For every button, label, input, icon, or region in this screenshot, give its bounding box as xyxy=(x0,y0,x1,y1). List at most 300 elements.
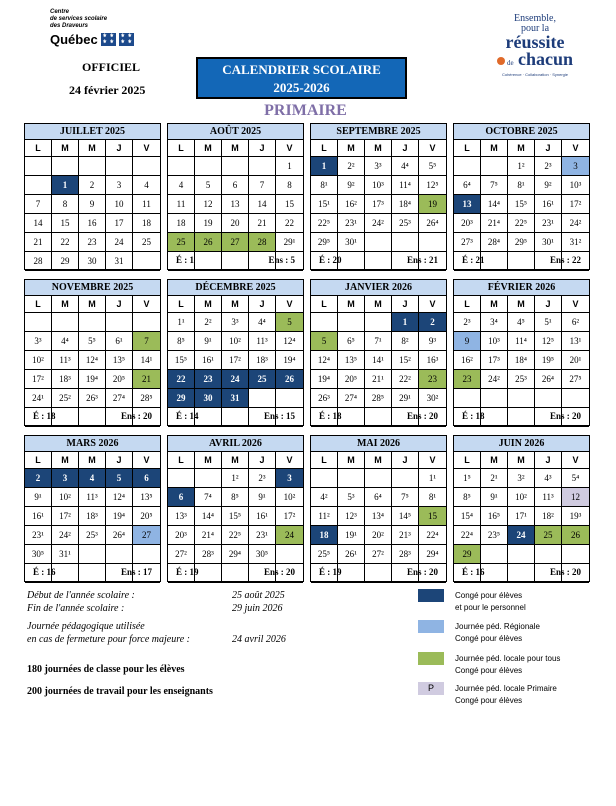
day-cell: 10² xyxy=(25,351,52,370)
day-cell: 21⁴ xyxy=(195,526,222,545)
day-cell: 4⁴ xyxy=(392,157,419,176)
day-cell: 20² xyxy=(365,526,392,545)
day-cell: 10² xyxy=(52,488,79,507)
day-cell: 21³ xyxy=(392,526,419,545)
day-cell: 10² xyxy=(508,488,535,507)
day-cell: 17 xyxy=(106,214,133,233)
weekday-header: J xyxy=(535,452,562,469)
day-cell: 15⁴ xyxy=(454,507,481,526)
weekday-header: M xyxy=(365,140,392,157)
day-cell: 12⁵ xyxy=(419,176,446,195)
month-calendar xyxy=(453,279,590,426)
day-cell: 7 xyxy=(25,195,52,214)
day-cell: 1 xyxy=(311,157,338,176)
month-totals xyxy=(454,563,589,581)
day-cell: 15 xyxy=(419,507,446,526)
day-cell: 19¹ xyxy=(338,526,365,545)
legend-swatch: P xyxy=(418,682,444,695)
day-cell xyxy=(168,469,195,488)
day-cell: 10 xyxy=(106,195,133,214)
day-cell xyxy=(392,233,419,252)
fleur-de-lys-icon: ⚜ ⚜ ⚜ ⚜ xyxy=(120,33,132,45)
day-cell: 22 xyxy=(168,370,195,389)
day-cell xyxy=(25,176,52,195)
day-cell xyxy=(454,157,481,176)
day-cell: 26⁴ xyxy=(419,214,446,233)
day-cell: 30 xyxy=(79,252,106,271)
teacher-days: Ens : 20 xyxy=(549,567,581,577)
weekday-header: M xyxy=(79,140,106,157)
day-cell: 24 xyxy=(106,233,133,252)
weekday-header: V xyxy=(562,452,589,469)
day-cell: 26⁴ xyxy=(106,526,133,545)
month-title: JUILLET 2025 xyxy=(25,124,160,140)
day-cell: 6² xyxy=(562,313,589,332)
day-cell xyxy=(106,313,133,332)
day-cell xyxy=(25,157,52,176)
day-cell: 20⁵ xyxy=(338,370,365,389)
day-cell: 19 xyxy=(195,214,222,233)
weekday-header: M xyxy=(481,452,508,469)
day-cell: 26¹ xyxy=(338,545,365,564)
day-cell xyxy=(79,313,106,332)
day-cell: 25³ xyxy=(508,370,535,389)
day-cell xyxy=(222,157,249,176)
legend-label: Journée péd. locale Primaire xyxy=(455,684,557,693)
day-cell: 23 xyxy=(419,370,446,389)
day-cell: 13⁴ xyxy=(365,507,392,526)
end-date-label: Fin de l'année scolaire : xyxy=(27,603,125,614)
student-days: É : 1 xyxy=(176,255,194,265)
day-cell: 2³ xyxy=(454,313,481,332)
weekday-header: M xyxy=(79,452,106,469)
weekday-header: V xyxy=(133,452,160,469)
month-calendar xyxy=(24,435,161,582)
weekday-header: L xyxy=(25,140,52,157)
day-cell: 25 xyxy=(249,370,276,389)
weekday-header: V xyxy=(133,140,160,157)
student-days: É : 14 xyxy=(176,411,199,421)
day-cell xyxy=(481,545,508,564)
day-cell: 9³ xyxy=(419,332,446,351)
day-cell: 15⁵ xyxy=(222,507,249,526)
weekday-header: L xyxy=(168,140,195,157)
teacher-days: Ens : 20 xyxy=(549,411,581,421)
brand-word: chacun xyxy=(518,49,574,69)
day-cell: 5 xyxy=(311,332,338,351)
weekday-header: M xyxy=(79,296,106,313)
day-cell: 18 xyxy=(168,214,195,233)
day-cell: 8⁵ xyxy=(454,488,481,507)
day-cell: 20⁵ xyxy=(106,370,133,389)
day-cell: 8¹ xyxy=(311,176,338,195)
day-cell: 11³ xyxy=(79,488,106,507)
day-cell: 17² xyxy=(562,195,589,214)
day-cell: 3³ xyxy=(222,313,249,332)
teacher-days: Ens : 21 xyxy=(406,255,438,265)
day-cell: 9¹ xyxy=(195,332,222,351)
month-title: FÉVRIER 2026 xyxy=(454,280,589,296)
month-totals xyxy=(25,251,160,269)
day-cell: 14¹ xyxy=(133,351,160,370)
weekday-header: L xyxy=(25,296,52,313)
teacher-days: Ens : 15 xyxy=(263,411,295,421)
day-cell: 15⁵ xyxy=(168,351,195,370)
day-cell xyxy=(276,389,303,408)
day-cell: 21⁴ xyxy=(481,214,508,233)
day-cell: 18 xyxy=(133,214,160,233)
day-cell: 27² xyxy=(365,545,392,564)
month-calendar xyxy=(24,279,161,426)
day-cell: 22 xyxy=(52,233,79,252)
weekday-header: J xyxy=(249,296,276,313)
day-cell: 9² xyxy=(535,176,562,195)
student-days: É : 19 xyxy=(319,567,342,577)
day-cell xyxy=(311,313,338,332)
day-cell: 4 xyxy=(79,469,106,488)
weekday-header: V xyxy=(419,140,446,157)
day-cell: 28⁵ xyxy=(365,389,392,408)
weekday-header: L xyxy=(311,140,338,157)
weekday-header: L xyxy=(454,452,481,469)
day-cell: 14¹ xyxy=(365,351,392,370)
day-cell: 25³ xyxy=(79,526,106,545)
day-cell: 18³ xyxy=(249,351,276,370)
month-title: AOÛT 2025 xyxy=(168,124,303,140)
weekday-header: M xyxy=(52,296,79,313)
day-cell: 15 xyxy=(276,195,303,214)
day-cell: 8² xyxy=(392,332,419,351)
day-cell: 22⁵ xyxy=(508,214,535,233)
weekday-header: V xyxy=(133,296,160,313)
day-cell: 6¹ xyxy=(106,332,133,351)
day-cell: 6⁴ xyxy=(365,488,392,507)
day-cell: 6 xyxy=(133,469,160,488)
day-cell: 27 xyxy=(133,526,160,545)
weekday-header: J xyxy=(106,296,133,313)
day-cell: 18³ xyxy=(52,370,79,389)
day-cell: 14⁴ xyxy=(195,507,222,526)
day-cell: 22⁵ xyxy=(311,214,338,233)
day-cell: 23¹ xyxy=(249,526,276,545)
month-calendar xyxy=(310,435,447,582)
day-cell: 8¹ xyxy=(419,488,446,507)
weekday-header: V xyxy=(419,296,446,313)
day-cell: 2³ xyxy=(249,469,276,488)
day-cell xyxy=(535,545,562,564)
day-cell: 11⁴ xyxy=(508,332,535,351)
day-cell: 11 xyxy=(133,195,160,214)
day-cell xyxy=(454,389,481,408)
month-calendar xyxy=(453,123,590,270)
day-cell: 29⁵ xyxy=(311,233,338,252)
day-cell: 13 xyxy=(454,195,481,214)
day-cell: 11³ xyxy=(535,488,562,507)
day-cell xyxy=(481,157,508,176)
day-cell: 2² xyxy=(338,157,365,176)
day-cell: 24² xyxy=(52,526,79,545)
day-cell: 22² xyxy=(392,370,419,389)
day-cell xyxy=(365,233,392,252)
day-cell: 17² xyxy=(52,507,79,526)
day-cell xyxy=(365,313,392,332)
month-totals xyxy=(311,563,446,581)
day-cell: 3 xyxy=(562,157,589,176)
day-cell: 4⁴ xyxy=(249,313,276,332)
month-totals xyxy=(168,251,303,269)
weekday-header: V xyxy=(562,140,589,157)
month-calendar xyxy=(24,123,161,270)
month-title: OCTOBRE 2025 xyxy=(454,124,589,140)
day-cell xyxy=(195,157,222,176)
day-cell: 19³ xyxy=(562,507,589,526)
day-cell: 26³ xyxy=(79,389,106,408)
day-cell: 15¹ xyxy=(311,195,338,214)
weekday-header: L xyxy=(311,296,338,313)
brand-prefix: de xyxy=(506,59,514,67)
day-cell xyxy=(52,157,79,176)
day-cell: 27⁴ xyxy=(106,389,133,408)
day-cell: 12³ xyxy=(338,507,365,526)
day-cell xyxy=(338,469,365,488)
day-cell: 13⁵ xyxy=(106,351,133,370)
month-totals xyxy=(454,407,589,425)
weekday-header: M xyxy=(338,452,365,469)
month-title: SEPTEMBRE 2025 xyxy=(311,124,446,140)
title-line: CALENDRIER SCOLAIRE xyxy=(222,62,381,77)
day-cell: 29⁵ xyxy=(508,233,535,252)
day-cell: 19⁵ xyxy=(535,351,562,370)
day-cell: 7 xyxy=(133,332,160,351)
day-cell: 16¹ xyxy=(195,351,222,370)
day-cell: 9¹ xyxy=(481,488,508,507)
day-cell: 14 xyxy=(249,195,276,214)
day-cell: 21¹ xyxy=(365,370,392,389)
weekday-header: M xyxy=(222,452,249,469)
month-title: JANVIER 2026 xyxy=(311,280,446,296)
start-date-label: Début de l'année scolaire : xyxy=(27,590,135,601)
class-days-total: 180 journées de classe pour les élèves xyxy=(27,664,185,675)
day-cell: 12 xyxy=(195,195,222,214)
day-cell: 9¹ xyxy=(25,488,52,507)
day-cell: 10² xyxy=(276,488,303,507)
day-cell: 28³ xyxy=(392,545,419,564)
day-cell: 24² xyxy=(365,214,392,233)
day-cell: 18³ xyxy=(79,507,106,526)
day-cell: 20³ xyxy=(454,214,481,233)
ped-day-label: Journée pédagogique utilisée xyxy=(27,621,145,632)
day-cell: 11³ xyxy=(249,332,276,351)
day-cell xyxy=(133,313,160,332)
month-title: MARS 2026 xyxy=(25,436,160,452)
day-cell: 29⁴ xyxy=(419,545,446,564)
day-cell: 18⁴ xyxy=(392,195,419,214)
day-cell: 8 xyxy=(52,195,79,214)
day-cell: 26 xyxy=(195,233,222,252)
day-cell: 23¹ xyxy=(25,526,52,545)
day-cell: 24² xyxy=(562,214,589,233)
day-cell xyxy=(106,545,133,564)
day-cell xyxy=(249,389,276,408)
day-cell: 13 xyxy=(222,195,249,214)
weekday-header: L xyxy=(25,452,52,469)
organization-name xyxy=(50,9,130,30)
weekday-header: M xyxy=(52,452,79,469)
legend-label: Journée péd. locale pour tous xyxy=(455,654,561,663)
day-cell: 25² xyxy=(52,389,79,408)
day-cell xyxy=(249,157,276,176)
weekday-header: V xyxy=(276,140,303,157)
day-cell xyxy=(25,313,52,332)
day-cell xyxy=(535,389,562,408)
month-title: MAI 2026 xyxy=(311,436,446,452)
day-cell: 30 xyxy=(195,389,222,408)
legend-label: Congé pour élèves xyxy=(455,591,523,600)
ped-day-label: en cas de fermeture pour force majeure : xyxy=(27,634,191,645)
day-cell: 17¹ xyxy=(508,507,535,526)
month-calendar xyxy=(310,279,447,426)
day-cell xyxy=(562,389,589,408)
month-calendar xyxy=(167,279,304,426)
day-cell: 25 xyxy=(168,233,195,252)
day-cell: 26⁴ xyxy=(535,370,562,389)
day-cell: 21 xyxy=(25,233,52,252)
student-days: É : 18 xyxy=(319,411,342,421)
day-cell: 11⁴ xyxy=(392,176,419,195)
legend-sublabel: Congé pour élèves xyxy=(455,696,523,705)
day-cell: 19⁴ xyxy=(311,370,338,389)
month-totals xyxy=(311,251,446,269)
weekday-header: J xyxy=(392,452,419,469)
day-cell: 10³ xyxy=(481,332,508,351)
day-cell: 12⁴ xyxy=(106,488,133,507)
day-cell xyxy=(79,157,106,176)
teacher-days: Ens : 22 xyxy=(549,255,581,265)
day-cell: 18² xyxy=(535,507,562,526)
day-cell: 10² xyxy=(222,332,249,351)
day-cell: 20³ xyxy=(168,526,195,545)
day-cell: 10³ xyxy=(562,176,589,195)
teacher-days: Ens : 17 xyxy=(120,567,152,577)
official-label: OFFICIEL xyxy=(82,60,141,74)
weekday-header: M xyxy=(338,296,365,313)
teacher-days: Ens : 20 xyxy=(263,567,295,577)
day-cell: 3 xyxy=(52,469,79,488)
weekday-header: M xyxy=(195,140,222,157)
weekday-header: L xyxy=(454,296,481,313)
weekday-header: J xyxy=(535,140,562,157)
day-cell: 6 xyxy=(222,176,249,195)
legend-swatch xyxy=(418,620,444,633)
weekday-header: J xyxy=(535,296,562,313)
day-cell: 24¹ xyxy=(25,389,52,408)
month-title: DÉCEMBRE 2025 xyxy=(168,280,303,296)
day-cell: 24 xyxy=(508,526,535,545)
month-totals xyxy=(454,251,589,269)
day-cell: 21 xyxy=(249,214,276,233)
day-cell: 29¹ xyxy=(276,233,303,252)
student-days: É : 16 xyxy=(462,567,485,577)
month-totals xyxy=(25,407,160,425)
day-cell: 31 xyxy=(106,252,133,271)
day-cell: 1 xyxy=(276,157,303,176)
day-cell: 22⁴ xyxy=(454,526,481,545)
day-cell: 23 xyxy=(454,370,481,389)
work-days-total: 200 journées de travail pour les enseignants xyxy=(27,686,213,697)
weekday-header: M xyxy=(52,140,79,157)
brand-line xyxy=(482,51,588,72)
org-line: de services scolaire xyxy=(50,16,108,22)
ped-day-value: 24 avril 2026 xyxy=(232,634,286,645)
day-cell xyxy=(79,545,106,564)
day-cell: 5¹ xyxy=(535,313,562,332)
day-cell: 9¹ xyxy=(249,488,276,507)
brand-line: pour la xyxy=(520,23,550,34)
day-cell: 15² xyxy=(392,351,419,370)
day-cell: 31¹ xyxy=(52,545,79,564)
day-cell: 29⁴ xyxy=(222,545,249,564)
day-cell: 4² xyxy=(311,488,338,507)
month-totals xyxy=(168,407,303,425)
day-cell: 15 xyxy=(52,214,79,233)
day-cell: 22 xyxy=(276,214,303,233)
day-cell xyxy=(133,545,160,564)
weekday-header: M xyxy=(195,296,222,313)
day-cell: 17³ xyxy=(481,351,508,370)
day-cell: 5⁵ xyxy=(79,332,106,351)
student-days: É : 16 xyxy=(33,567,56,577)
day-cell: 1² xyxy=(222,469,249,488)
day-cell: 13¹ xyxy=(562,332,589,351)
month-totals xyxy=(25,563,160,581)
day-cell: 11² xyxy=(311,507,338,526)
day-cell: 18⁴ xyxy=(508,351,535,370)
weekday-header: J xyxy=(249,452,276,469)
day-cell: 4 xyxy=(168,176,195,195)
day-cell: 3 xyxy=(276,469,303,488)
day-cell: 7 xyxy=(249,176,276,195)
weekday-header: M xyxy=(222,140,249,157)
day-cell: 26³ xyxy=(311,389,338,408)
day-cell: 23 xyxy=(195,370,222,389)
brand-line: Ensemble, xyxy=(514,13,556,24)
day-cell: 18 xyxy=(311,526,338,545)
day-cell: 29 xyxy=(168,389,195,408)
brand-line: réussite xyxy=(505,32,565,52)
day-cell: 7¹ xyxy=(365,332,392,351)
day-cell: 14 xyxy=(25,214,52,233)
day-cell: 16² xyxy=(454,351,481,370)
day-cell xyxy=(419,233,446,252)
student-days: É : 18 xyxy=(462,411,485,421)
day-cell: 23¹ xyxy=(535,214,562,233)
day-cell: 30¹ xyxy=(535,233,562,252)
weekday-header: L xyxy=(311,452,338,469)
brand-tagline: Cohérence · Collaboration · Synergie xyxy=(501,72,569,77)
day-cell: 17³ xyxy=(365,195,392,214)
day-cell: 21 xyxy=(133,370,160,389)
day-cell: 13⁵ xyxy=(338,351,365,370)
day-cell: 2 xyxy=(25,469,52,488)
legend-swatch xyxy=(418,589,444,602)
day-cell: 31² xyxy=(562,233,589,252)
day-cell: 5⁴ xyxy=(562,469,589,488)
day-cell: 10³ xyxy=(365,176,392,195)
day-cell: 8 xyxy=(276,176,303,195)
day-cell: 5 xyxy=(195,176,222,195)
weekday-header: J xyxy=(392,296,419,313)
day-cell: 14⁵ xyxy=(392,507,419,526)
